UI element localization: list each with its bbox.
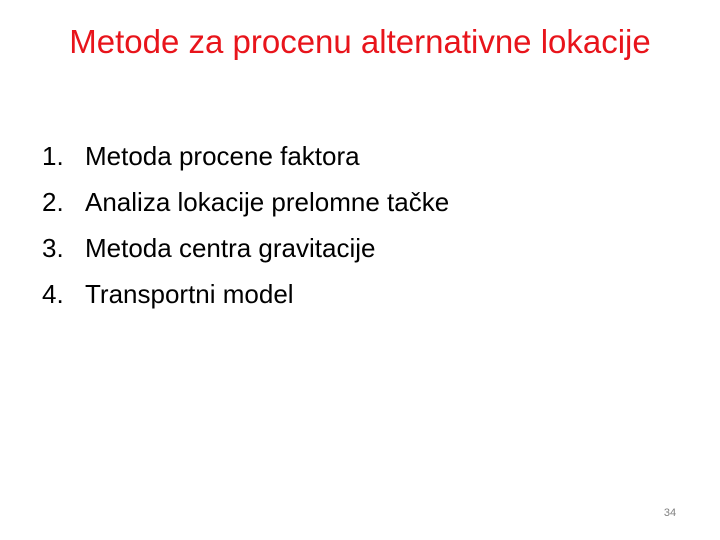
list-item-number: 2.	[42, 187, 64, 217]
list-item-number: 4.	[42, 279, 64, 309]
list-item-number: 3.	[42, 233, 64, 263]
list-item-text: Metoda centra gravitacije	[85, 233, 376, 263]
list-item	[42, 179, 449, 225]
slide-title: Metode za procenu alternativne lokacije	[69, 23, 651, 60]
list-item-text: Metoda procene faktora	[85, 141, 360, 171]
list-item	[42, 133, 449, 179]
page-number: 34	[663, 507, 677, 519]
list-item-text: Transportni model	[85, 279, 294, 309]
list-item-text: Analiza lokacije prelomne tačke	[85, 187, 450, 217]
list-item	[42, 225, 449, 271]
list-item	[42, 271, 449, 317]
method-list	[42, 133, 449, 317]
list-item-number: 1.	[42, 141, 64, 171]
